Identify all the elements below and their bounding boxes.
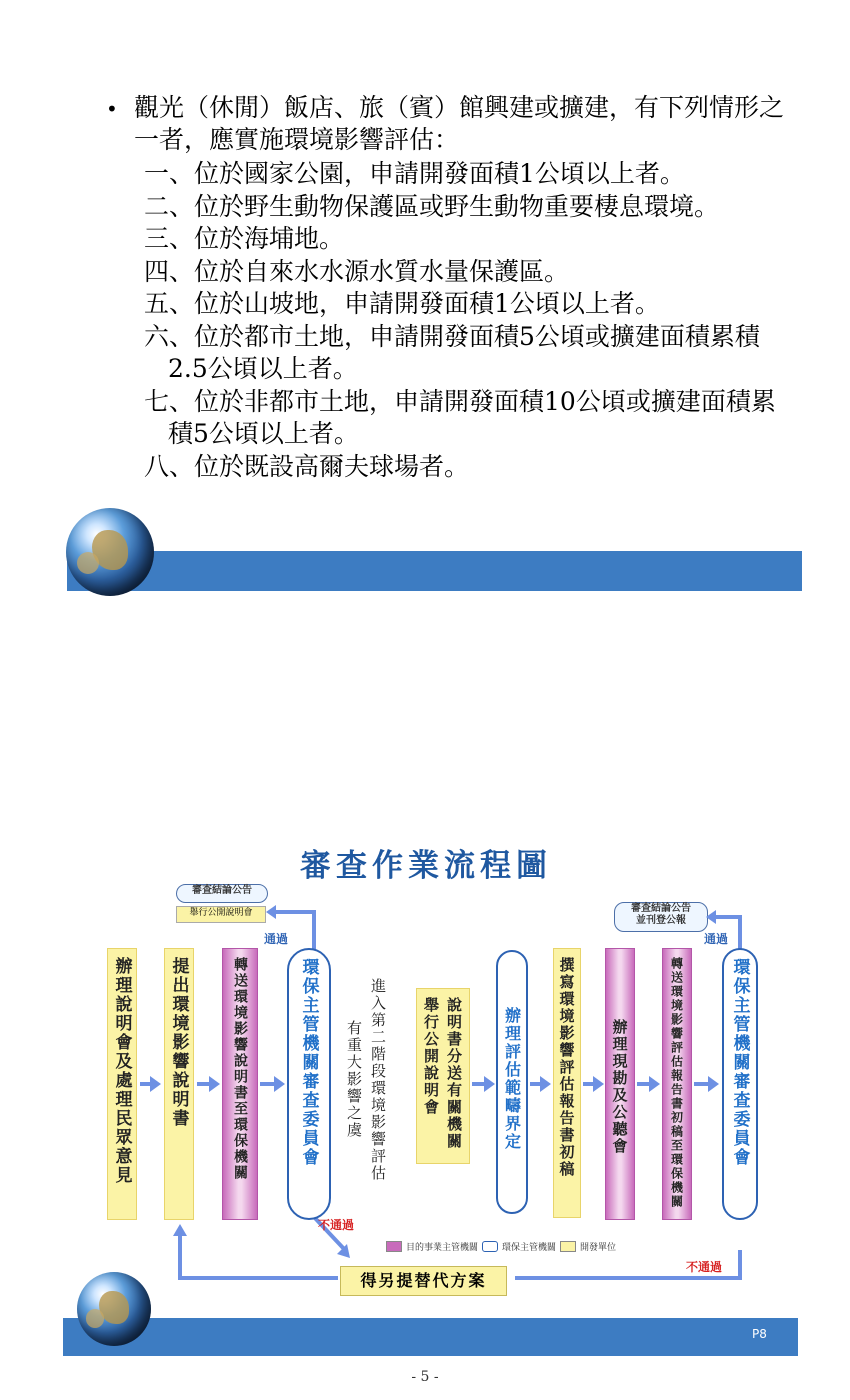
step-label: 辦理說明會及處理民眾意見	[111, 957, 132, 1185]
alternative-plan-box: 得另提替代方案	[340, 1266, 507, 1296]
step-submit-statement	[164, 948, 194, 1220]
step-label: 舉行公開說明會	[422, 997, 440, 1116]
flow-arrow	[140, 1082, 152, 1086]
note-line: 審查結論公告	[631, 903, 691, 914]
legend-swatch-epa	[482, 1241, 498, 1252]
step-draft-report	[553, 948, 581, 1218]
flow-arrow	[260, 1082, 276, 1086]
step-label: 辦理評估範疇界定	[502, 1007, 522, 1151]
step-label: 辦理現勘及公聽會	[610, 1019, 629, 1155]
note-review-conclusion-left: 審查結論公告	[176, 884, 268, 903]
note-public-meeting: 舉行公開說明會	[176, 906, 266, 923]
footer-band	[63, 1318, 798, 1356]
legend-swatch-purpose	[386, 1241, 402, 1252]
list-item: 二、位於野生動物保護區或野生動物重要棲息環境。	[144, 191, 720, 221]
legend-label: 目的事業主管機關	[406, 1243, 479, 1253]
step-label: 撰寫環境影響評估報告書初稿	[557, 957, 576, 1178]
list-item: 三、位於海埔地。	[144, 224, 345, 253]
step-label: 環保主管機關審查委員會	[298, 958, 319, 1167]
step-public-hearing	[107, 948, 137, 1220]
list-item: 一、位於國家公園，申請開發面積1公頃以上者。	[144, 159, 685, 188]
step-label: 轉送環境影響說明書至環保機關	[232, 957, 248, 1181]
step-forward-report	[662, 948, 692, 1220]
step-label: 轉送環境影響評估報告書初稿至環保機關	[669, 957, 684, 1209]
step-epa-review-1	[287, 948, 331, 1220]
flow-arrow	[583, 1082, 595, 1086]
legend	[386, 1240, 616, 1253]
step-scoping	[496, 950, 528, 1214]
step-epa-review-2	[722, 948, 758, 1220]
flow-arrow	[530, 1082, 542, 1086]
legend-swatch-developer	[560, 1241, 576, 1252]
flow-arrow	[694, 1082, 710, 1086]
note-line: 並刊登公報	[636, 915, 686, 926]
legend-label: 環保主管機關	[502, 1243, 557, 1253]
step-label: 提出環境影響說明書	[168, 957, 189, 1128]
step-label: 環保主管機關審查委員會	[729, 958, 750, 1167]
list-item: 六、位於都市土地，申請開發面積5公頃或擴建面積累積2.5公頃以上者。	[144, 321, 760, 383]
flow-arrow	[472, 1082, 486, 1086]
text-second-stage: 進入第二階段環境影響評估	[369, 978, 387, 1182]
bullet-icon: •	[106, 97, 118, 121]
flow-arrow	[637, 1082, 651, 1086]
label-pass-right: 通過	[704, 932, 729, 946]
step-forward-statement	[222, 948, 258, 1220]
main-bullet-text: 觀光（休閒）飯店、旅（賓）館興建或擴建，有下列情形之一者，應實施環境影響評估：	[134, 93, 785, 154]
page-number: - 5 -	[411, 1369, 439, 1385]
flowchart-title: 審查作業流程圖	[300, 848, 552, 884]
step-label: 說明書分送有關機關	[445, 997, 463, 1150]
list-item: 五、位於山坡地，申請開發面積1公頃以上者。	[144, 289, 660, 318]
step-public-meeting	[416, 988, 470, 1164]
list-item: 八、位於既設高爾夫球場者。	[144, 451, 470, 481]
globe-icon	[77, 1272, 151, 1346]
list-item: 四、位於自來水水源水質水量保護區。	[144, 256, 570, 286]
flow-arrow	[197, 1082, 211, 1086]
text-significant-impact: 有重大影響之虞	[345, 1020, 363, 1139]
slide-mark: P8	[752, 1327, 767, 1341]
legend-label: 開發單位	[580, 1243, 617, 1253]
label-fail-right: 不通過	[686, 1260, 723, 1274]
label-fail-left: 不通過	[318, 1218, 355, 1232]
label-pass-left: 通過	[264, 932, 289, 946]
step-site-visit	[605, 948, 635, 1220]
list-item: 七、位於非都市土地，申請開發面積10公頃或擴建面積累積5公頃以上者。	[144, 386, 776, 448]
